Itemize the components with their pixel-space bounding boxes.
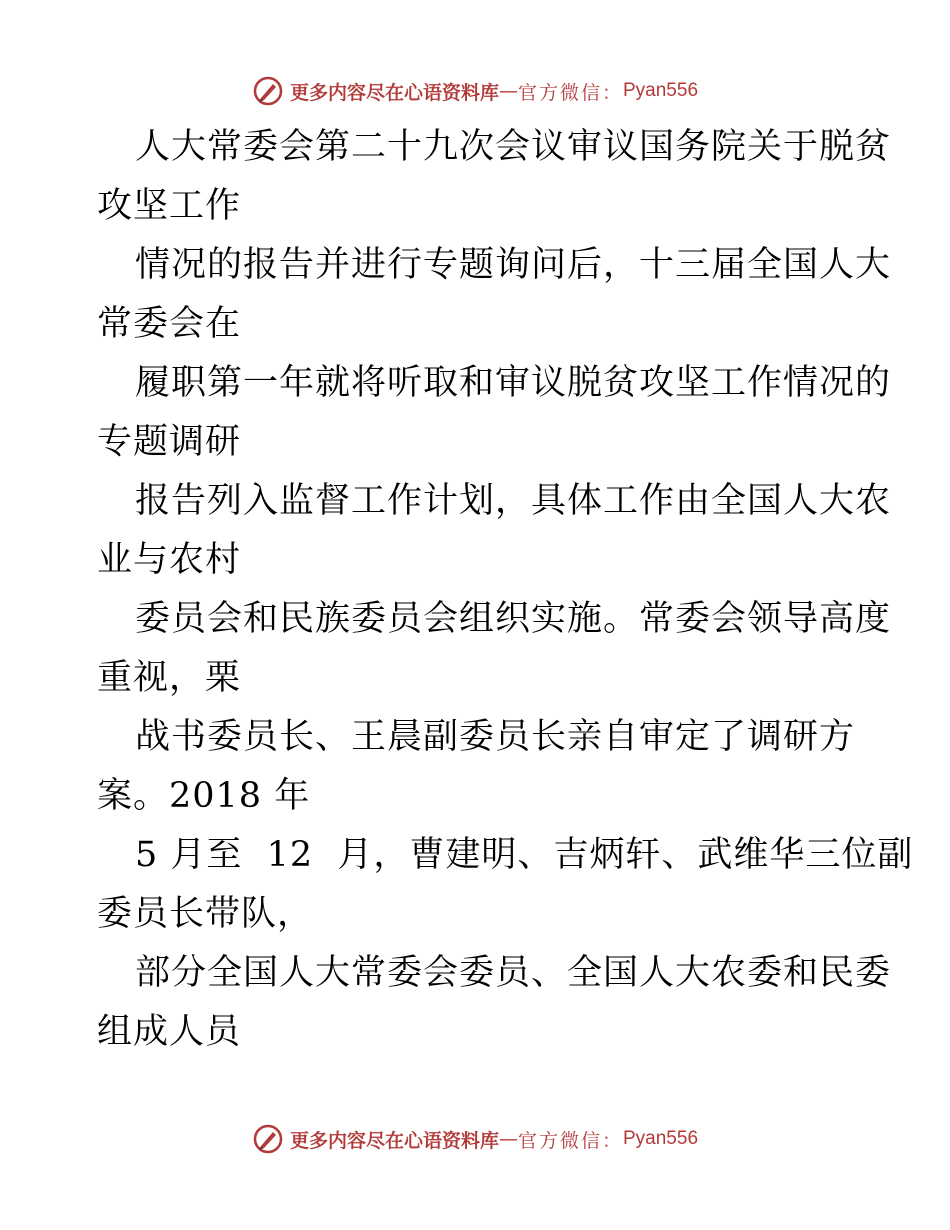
header-watermark — [0, 71, 950, 111]
text-line: 委员会和民族委员会组织实施。常委会领导高度 — [135, 599, 892, 639]
text-line: 组成人员 — [97, 1012, 242, 1052]
footer-watermark — [0, 1119, 950, 1159]
text-line: 攻坚工作 — [97, 186, 242, 226]
watermark-dash: — — [498, 1128, 518, 1150]
watermark-wechat-label: 官方微信： — [517, 81, 623, 104]
text-line: 业与农村 — [97, 540, 242, 580]
text-line: 部分全国人大常委会委员、全国人大农委和民委 — [135, 953, 892, 993]
watermark-wechat-id: Pyan556 — [623, 1128, 699, 1149]
watermark-wechat-label: 官方微信： — [517, 1129, 623, 1152]
pen-circle-logo-icon — [252, 1123, 284, 1155]
text-line: 案。2018 年 — [97, 776, 311, 816]
text-line: 履职第一年就将听取和审议脱贫攻坚工作情况的 — [135, 363, 892, 403]
watermark-wechat-id: Pyan556 — [623, 80, 699, 101]
watermark-brand: 更多内容尽在心语资料库 — [289, 1129, 499, 1152]
text-line: 委员长带队， — [97, 894, 314, 934]
text-line: 重视，栗 — [97, 658, 242, 698]
watermark-dash: — — [498, 80, 518, 102]
document-body — [97, 118, 914, 1062]
text-line: 常委会在 — [97, 304, 242, 344]
text-line: 人大常委会第二十九次会议审议国务院关于脱贫 — [135, 127, 892, 167]
pen-circle-logo-icon — [252, 75, 284, 107]
text-line: 战书委员长、王晨副委员长亲自审定了调研方 — [135, 717, 856, 757]
text-line: 情况的报告并进行专题询问后，十三届全国人大 — [135, 245, 892, 285]
text-line: 5 月至 12 月，曹建明、吉炳轩、武维华三位副 — [135, 835, 914, 875]
watermark-brand: 更多内容尽在心语资料库 — [289, 81, 499, 104]
text-line: 专题调研 — [97, 422, 242, 462]
text-line: 报告列入监督工作计划，具体工作由全国人大农 — [135, 481, 892, 521]
